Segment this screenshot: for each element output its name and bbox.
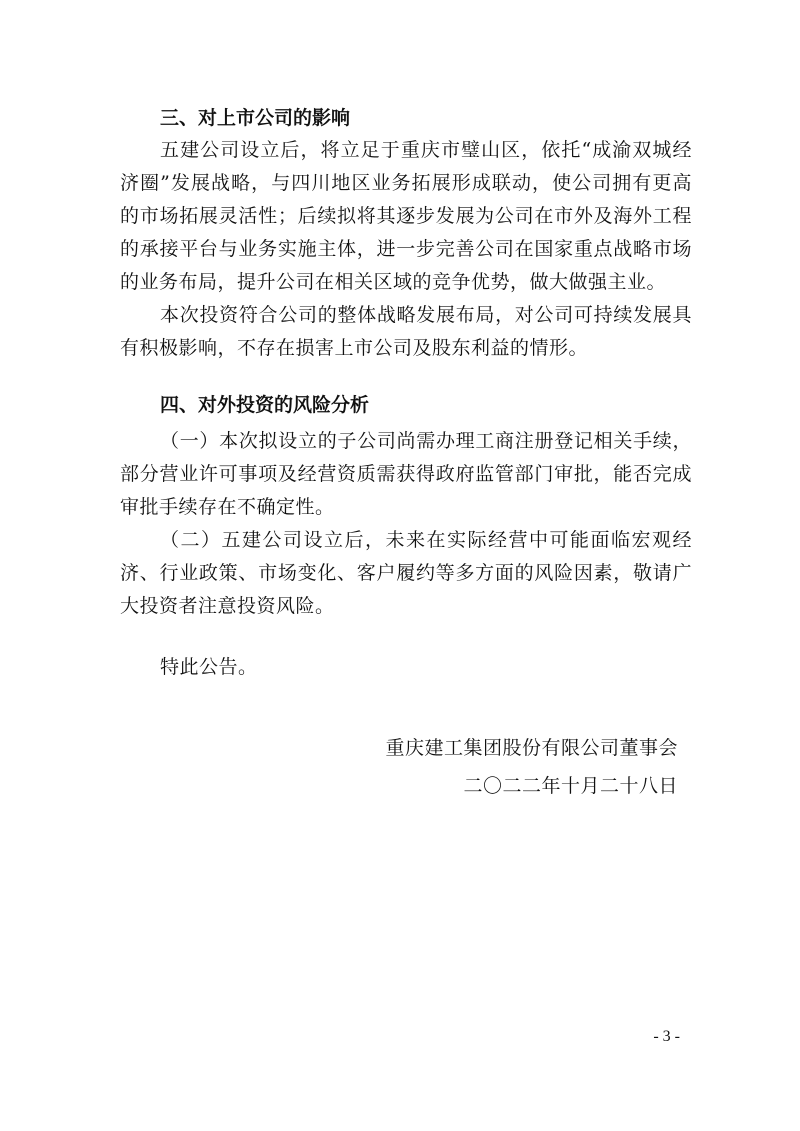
page-number: - 3 - [653, 1028, 680, 1045]
paragraph-impact-2: 本次投资符合公司的整体战略发展布局，对公司可持续发展具有积极影响，不存在损害上市公司及股东利益的情形。 [120, 304, 692, 359]
paragraph-risk-1: （一）本次拟设立的子公司尚需办理工商注册登记相关手续，部分营业许可事项及经营资质需获得政府监管部门审批，能否完成审批手续存在不确定性。 [120, 430, 692, 518]
document-body [120, 102, 692, 684]
signature-block [385, 729, 678, 805]
signature-date: 二〇二二年十月二十八日 [463, 775, 678, 797]
paragraph-risk-2: （二）五建公司设立后，未来在实际经营中可能面临宏观经济、行业政策、市场变化、客户履约等多方面的风险因素，敬请广大投资者注意投资风险。 [120, 529, 692, 617]
paragraph-impact-1: 五建公司设立后，将立足于重庆市璧山区，依托“成渝双城经济圈”发展战略，与四川地区业务拓展形成联动，使公司拥有更高的市场拓展灵活性；后续拟将其逐步发展为公司在市外及海外工程的承接平台与业务实施主体，进一步完善公司在国家重点战略市场的业务布局，提升公司在相关区域的竞争优势，做大做强主业。 [120, 139, 692, 293]
section-heading-impact: 三、对上市公司的影响 [160, 107, 351, 129]
signature-organization: 重庆建工集团股份有限公司董事会 [385, 737, 678, 759]
closing-statement: 特此公告。 [160, 656, 258, 678]
section-spacer [120, 365, 692, 389]
section-heading-risk: 四、对外投资的风险分析 [160, 394, 370, 416]
closing-spacer [120, 623, 692, 651]
